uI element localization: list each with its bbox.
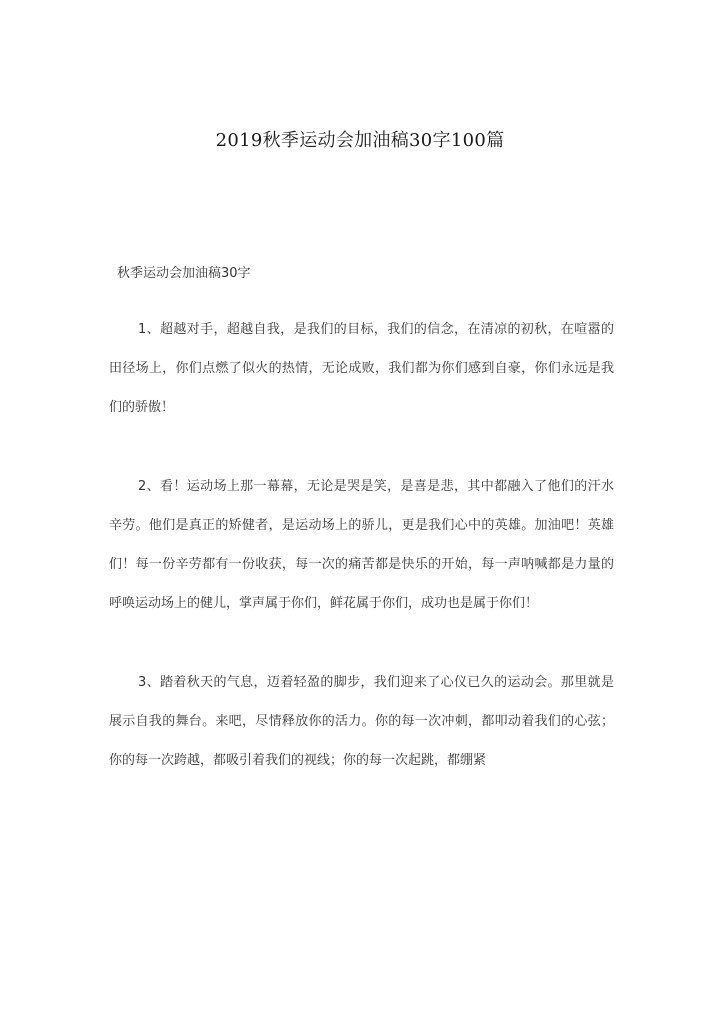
paragraph-3: 3、踏着秋天的气息，迈着轻盈的脚步，我们迎来了心仪已久的运动会。那里就是展示自我的舞台。来吧，尽情释放你的活力。你的每一次冲刺，都叩动着我们的心弦；你的每一次跨越，都吸引着我们的视线；你的每一次起跳，都绷紧 <box>109 674 614 769</box>
paragraph-2: 2、看！运动场上那一幕幕，无论是哭是笑，是喜是悲，其中都融入了他们的汗水辛劳。他们是真正的矫健者，是运动场上的骄儿，更是我们心中的英雄。加油吧！英雄们！每一份辛劳都有一份收获，每一次的痛苦都是快乐的开始，每一声呐喊都是力量的呼唤运动场上的健儿，掌声属于你们，鲜花属于你们，成功也是属于你们！ <box>109 478 614 612</box>
document-title: 2019秋季运动会加油稿30字100篇 <box>215 130 505 151</box>
paragraph-1: 1、超越对手，超越自我，是我们的目标，我们的信念，在清凉的初秋，在喧嚣的田径场上，你们点燃了似火的热情，无论成败，我们都为你们感到自豪，你们永远是我们的骄傲！ <box>109 322 614 416</box>
section-heading: 秋季运动会加油稿30字 <box>117 266 251 281</box>
document-body <box>109 310 614 820</box>
